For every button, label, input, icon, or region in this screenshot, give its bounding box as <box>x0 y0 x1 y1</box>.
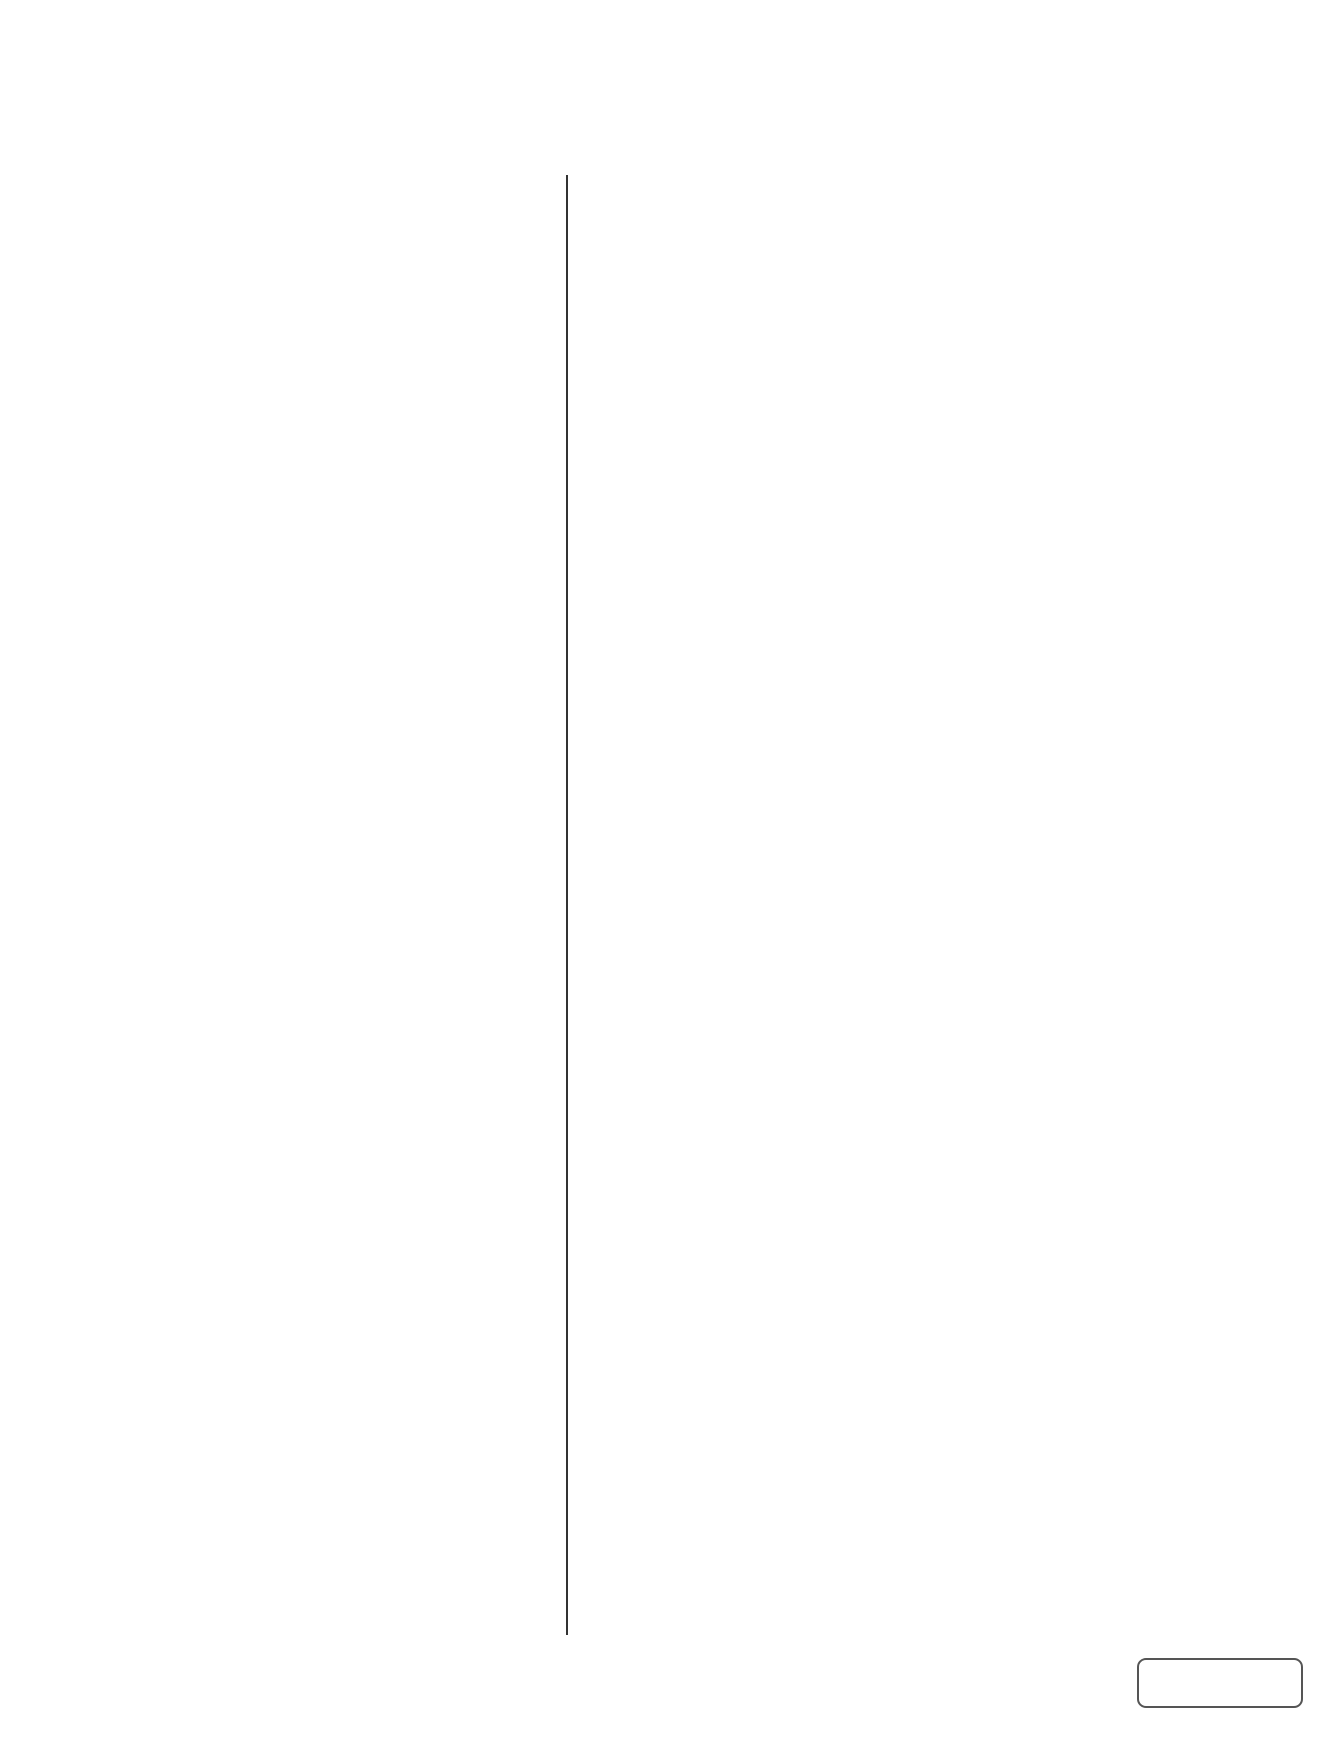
watermark-logo <box>1130 1655 1310 1740</box>
column-divider <box>566 175 568 1635</box>
